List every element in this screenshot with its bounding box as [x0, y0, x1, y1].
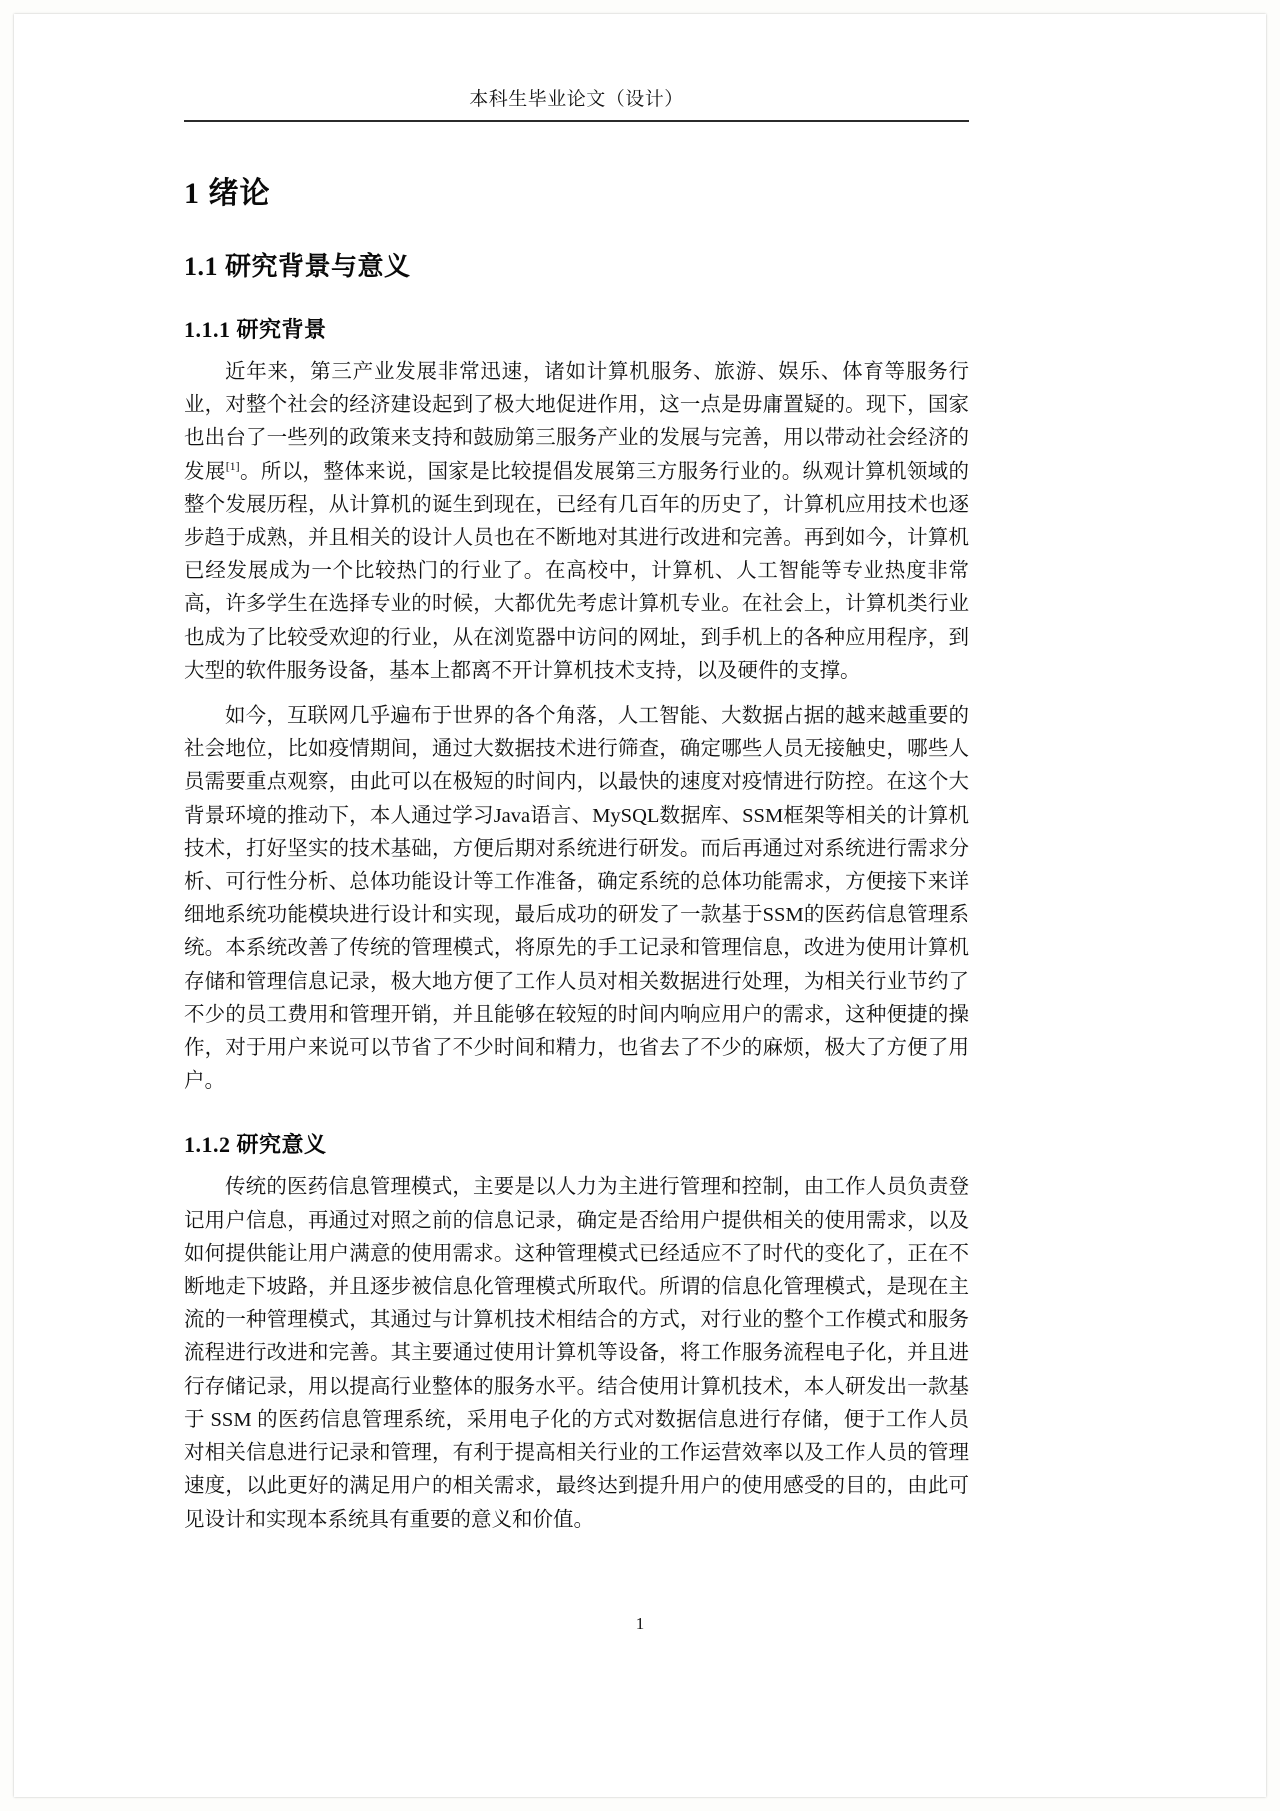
- paragraph-background-2: 如今，互联网几乎遍布于世界的各个角落，人工智能、大数据占据的越来越重要的社会地位，比如疫情期间，通过大数据技术进行筛查，确定哪些人员无接触史，哪些人员需要重点观察，由此可以在极短的时间内，以最快的速度对疫情进行防控。在这个大背景环境的推动下，本人通过学习Java语言、MySQL数据库、SSM框架等相关的计算机技术，打好坚实的技术基础，方便后期对系统进行研发。而后再通过对系统进行需求分析、可行性分析、总体功能设计等工作准备，确定系统的总体功能需求，方便接下来详细地系统功能模块进行设计和实现，最后成功的研发了一款基于SSM的医药信息管理系统。本系统改善了传统的管理模式，将原先的手工记录和管理信息，改进为使用计算机存储和管理信息记录，极大地方便了工作人员对相关数据进行处理，为相关行业节约了不少的员工费用和管理开销，并且能够在较短的时间内响应用户的需求，这种便捷的操作，对于用户来说可以节省了不少时间和精力，也省去了不少的麻烦，极大了方便了用户。: [184, 705, 969, 1093]
- subsection-title-1-1-2: 1.1.2 研究意义: [184, 1132, 327, 1158]
- paragraph-background-1: 近年来，第三产业发展非常迅速，诸如计算机服务、旅游、娱乐、体育等服务行业，对整个社会的经济建设起到了极大地促进作用，这一点是毋庸置疑的。现下，国家也出台了一些列的政策来支持和鼓励第三服务产业的发展与完善，用以带动社会经济的发展[1]。所以，整体来说，国家是比较提倡发展第三方服务行业的。纵观计算机领域的整个发展历程，从计算机的诞生到现在，已经有几百年的历史了，计算机应用技术也逐步趋于成熟，并且相关的设计人员也在不断地对其进行改进和完善。再到如今，计算机已经发展成为一个比较热门的行业了。在高校中，计算机、人工智能等专业热度非常高，许多学生在选择专业的时候，大都优先考虑计算机专业。在社会上，计算机类行业也成为了比较受欢迎的行业，从在浏览器中访问的网址，到手机上的各种应用程序，到大型的软件服务设备，基本上都离不开计算机技术支持，以及硬件的支撑。: [184, 361, 970, 682]
- paragraph-significance-1: 传统的医药信息管理模式，主要是以人力为主进行管理和控制，由工作人员负责登记用户信息，再通过对照之前的信息记录，确定是否给用户提供相关的使用需求，以及如何提供能让用户满意的使用需求。这种管理模式已经适应不了时代的变化了，正在不断地走下坡路，并且逐步被信息化管理模式所取代。所谓的信息化管理模式，是现在主流的一种管理模式，其通过与计算机技术相结合的方式，对行业的整个工作模式和服务流程进行改进和完善。其主要通过使用计算机等设备，将工作服务流程电子化，并且进行存储记录，用以提高行业整体的服务水平。结合使用计算机技术，本人研发出一款基于 SSM 的医药信息管理系统，采用电子化的方式对数据信息进行存储，便于工作人员对相关信息进行记录和管理，有利于提高相关行业的工作运营效率以及工作人员的管理速度，以此更好的满足用户的相关需求，最终达到提升用户的使用感受的目的，由此可见设计和实现本系统具有重要的意义和价值。: [184, 1176, 969, 1531]
- page-number: 1: [635, 1614, 645, 1633]
- chapter-title: 1 绪论: [184, 177, 271, 210]
- document-content: [184, 84, 969, 1537]
- section-title-1-1: 1.1 研究背景与意义: [184, 252, 411, 281]
- page-header: 本科生毕业论文（设计）: [184, 84, 969, 122]
- paper-sheet: [14, 14, 1266, 1797]
- subsection-title-1-1-1: 1.1.1 研究背景: [184, 317, 327, 342]
